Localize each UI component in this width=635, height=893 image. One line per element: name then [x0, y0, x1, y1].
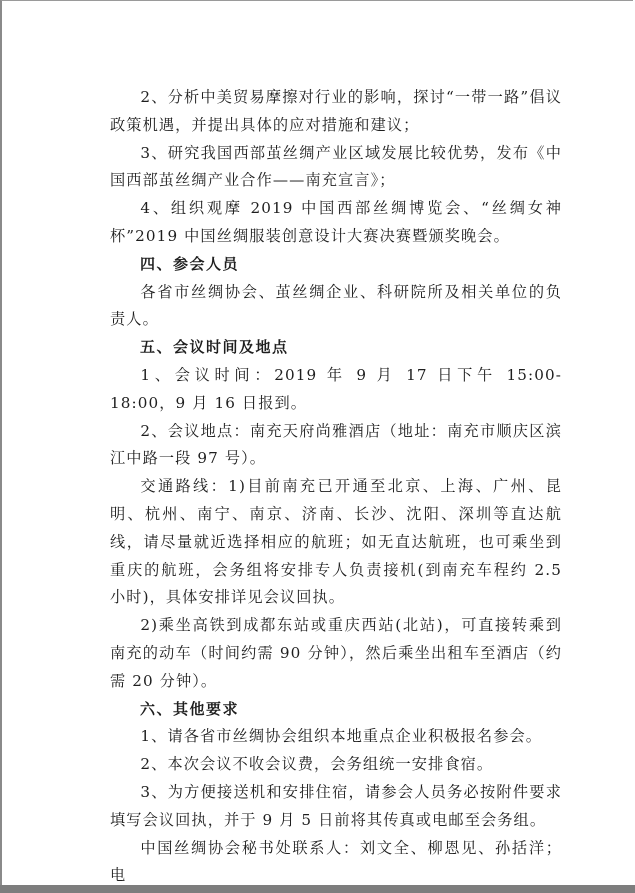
transport-flight-paragraph: 交通路线：1)目前南充已开通至北京、上海、广州、昆明、杭州、南宁、南京、济南、长沙、沈阳、深圳等直达航线，请尽量就近选择相应的航班；如无直达航班，也可乘坐到重庆的航班，会务组将安排专人负责接机(到南充车程约 2.5 小时)，具体安排详见会议回执。 [110, 477, 562, 607]
list-item-2-analysis: 2、分析中美贸易摩擦对行业的影响，探讨“一带一路”倡议政策机遇，并提出具体的应对措施和建议； [110, 88, 562, 134]
meeting-time-paragraph: 1、会议时间：2019 年 9 月 17 日下午 15:00-18:00，9 月 16 日报到。 [110, 365, 562, 412]
list-item-4-expo: 4、组织观摩 2019 中国西部丝绸博览会、“丝绸女神杯”2019 中国丝绸服装创意设计大赛决赛暨颁奖晚会。 [110, 199, 562, 245]
meeting-venue-paragraph: 2、会议地点：南充天府尚雅酒店（地址：南充市顺庆区滨江中路一段 97 号）。 [110, 421, 562, 468]
attendees-paragraph: 各省市丝绸协会、茧丝绸企业、科研院所及相关单位的负责人。 [110, 282, 562, 329]
section-heading-attendees: 四、参会人员 [140, 254, 240, 273]
requirement-3-paragraph: 3、为方便接送机和安排住宿，请参会人员务必按附件要求填写会议回执，并于 9 月 5 日前将其传真或电邮至会务组。 [110, 782, 562, 829]
document-body [110, 84, 562, 890]
contact-paragraph: 中国丝绸协会秘书处联系人：刘文全、柳恩见、孙括洋；电 [110, 838, 562, 885]
transport-train-paragraph: 2)乘坐高铁到成都东站或重庆西站(北站)，可直接转乘到南充的动车（时间约需 90 分钟），然后乘坐出租车至酒店（约需 20 分钟）。 [110, 616, 562, 690]
requirement-2-paragraph: 2、本次会议不收会议费，会务组统一安排食宿。 [140, 755, 494, 774]
requirement-1-paragraph: 1、请各省市丝绸协会组织本地重点企业积极报名参会。 [140, 727, 543, 746]
section-heading-time-place: 五、会议时间及地点 [140, 338, 289, 357]
page-bottom-border [0, 885, 635, 893]
list-item-3-research: 3、研究我国西部茧丝绸产业区域发展比较优势，发布《中国西部茧丝绸产业合作——南充宣言》； [110, 143, 562, 190]
section-heading-other-requirements: 六、其他要求 [140, 699, 240, 718]
